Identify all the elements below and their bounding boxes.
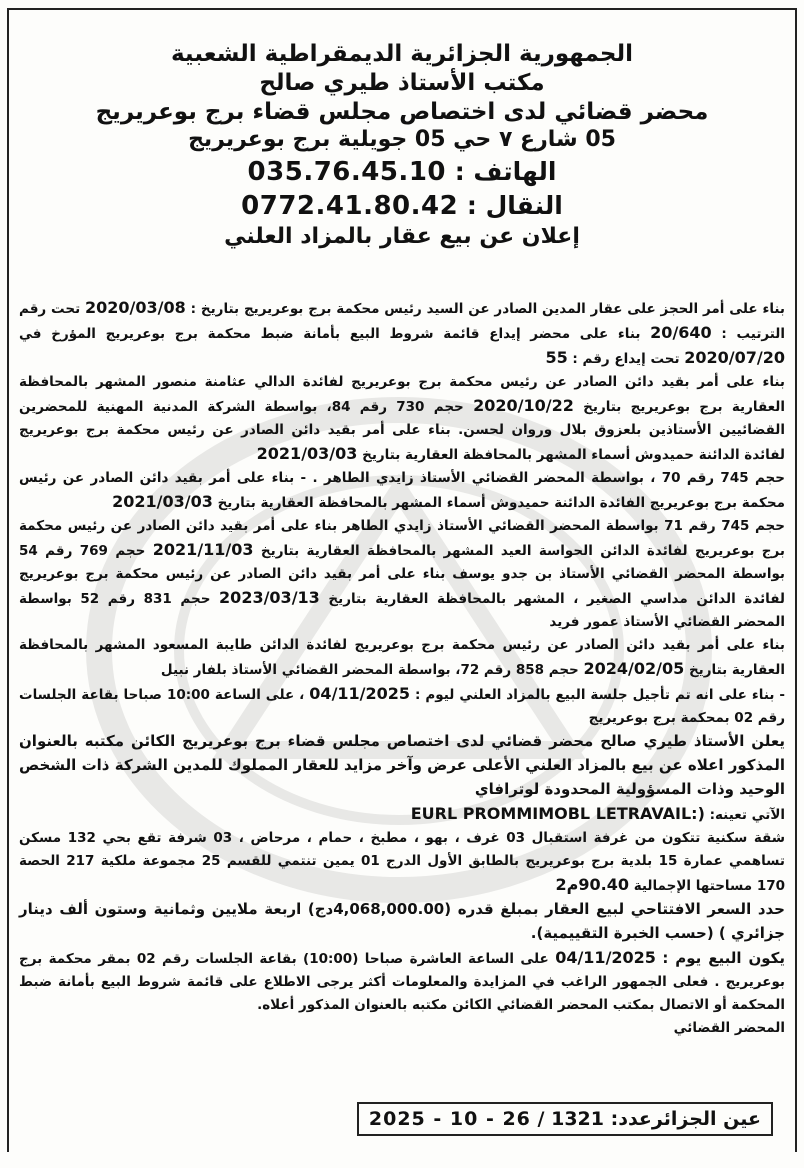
creditor-1-date: 2020/10/22	[473, 396, 574, 415]
footer-number: 1321	[551, 1108, 604, 1130]
text-seizure-order: بناء على أمر الحجز على عقار المدين الصادر عن السيد رئيس محكمة برج بوعريريج بتاريخ :	[190, 301, 785, 317]
phone-line	[9, 156, 795, 189]
text-property-description: شقة سكنية تتكون من غرفة استقبال 03 غرف ، بهو ، مطبخ ، حمام ، مرحاض ، 03 شرفة تقع بحي 132 مسكن تساهمي عمارة 15 بلدية برج بوعريريج بالطابق الأول الدرج 01 يمين تنتمي للقسم 25 مجموعة ملكية 217 الحصة 170 مساحتها الإجمالية	[19, 830, 785, 894]
paragraph-property	[19, 827, 785, 898]
postponed-date: 04/11/2025	[309, 684, 411, 703]
text-announcement: يعلن الأستاذ طيري صالح محضر قضائي لدى اختصاص مجلس قضاء برج بوعريريج الكائن مكتبه بالعنوان المذكور اعلاه عن بيع بالمزاد العلني الأعلى عرض وآخر مزايد للعقار المملوك للمدين الشركة ذات الشخص الوحيد وذات المسؤولية المحدودة لوترافاي	[19, 732, 785, 798]
announcement-body	[19, 296, 785, 1040]
phone-number: 035.76.45.10	[247, 156, 446, 187]
paragraph-price	[19, 898, 785, 946]
mobile-label: النقال :	[466, 191, 563, 221]
creditor-5-date: 2023/03/13	[219, 588, 320, 607]
announcement-title: إعلان عن بيع عقار بالمزاد العلني	[224, 223, 580, 249]
paragraph-property-label	[19, 802, 785, 827]
paragraph-postponement	[19, 682, 785, 730]
text-postponement-time: ، على الساعة 10:00 صباحا بقاعة الجلسات رقم 02 بمحكمة برج بوعريريج	[19, 687, 785, 726]
seizure-date: 2020/03/08	[85, 298, 186, 317]
text-deposit-number-label: تحت إيداع رقم :	[572, 351, 680, 367]
text-creditor-4: حجم 745 رقم 71 بواسطة المحضر القضائي الأستاذ زايدي الطاهر بناء على أمر بقيد دائن الصادر عن رئيس محكمة برج بوعريريج لفائدة الدائن الحواسة العيد المشهر بالمحافظة العقارية بتاريخ	[19, 518, 785, 559]
bailiff-title: محضر قضائي لدى اختصاص مجلس قضاء برج بوعريريج	[95, 98, 709, 125]
text-deposit: بناء على محضر إيداع قائمة شروط البيع بأمانة ضبط محكمة برج بوعريريج المؤرخ في	[19, 326, 641, 342]
text-creditor-2: حجم 730 رقم 84، بواسطة الشركة المدنية المهنية للمحضرين القضائيين الأستاذين بلعزوق بلال وروان لحسن. بناء على أمر بقيد دائن الصادر عن رئيس محكمة برج بوعريريج لفائدة الدائنة حميدوش أسماء المشهر بالمحافظة العقارية بتاريخ	[19, 399, 785, 463]
paragraph-sale-day	[19, 946, 785, 1017]
order-number: 20/640	[650, 323, 712, 342]
text-opening-price: حدد السعر الافتتاحي لبيع العقار بمبلغ قدره (4,068,000.00دج) اربعة ملايين وثمانية وستون ألف دينار جزائري ) (حسب الخبرة التقييمية).	[19, 900, 785, 942]
sale-date: 04/11/2025	[555, 948, 656, 967]
property-area: 90.40م2	[555, 875, 630, 894]
text-property-label: الآتي تعينه:	[709, 807, 785, 823]
publication-footer	[357, 1102, 773, 1136]
text-creditor-5-bailiff: حجم 831 رقم 52 بواسطة المحضر القضائي الأستاذ عمور فريد	[19, 591, 785, 630]
paragraph-announcement	[19, 730, 785, 802]
text-postponement: - بناء على انه تم تأجيل جلسة البيع بالمزاد العلني ليوم :	[415, 687, 785, 703]
text-sale-details: على الساعة العاشرة صباحا (10:00) بقاعة الجلسات رقم 02 بمقر محكمة برج بوعريريج . فعلى الجمهور الراغب في المزايدة والمعلومات أكثر يرجى الاطلاع على قائمة شروط البيع بأمانة ضبط المحكمة أو الاتصال بمكتب المحضر القضائي الكائن مكتبه بالعنوان المذكور أعلاه.	[19, 951, 785, 1013]
paragraph-creditor-6	[19, 634, 785, 682]
signature: المحضر القضائي	[673, 1020, 785, 1036]
mobile-number: 0772.41.80.42	[241, 191, 459, 222]
republic-title: الجمهورية الجزائرية الديمقراطية الشعبية	[170, 41, 634, 67]
deposit-number: 55	[545, 348, 568, 367]
announcement-page	[7, 8, 797, 1152]
creditor-6-date: 2024/02/05	[583, 659, 685, 678]
text-creditor-1: بناء على أمر بقيد دائن الصادر عن رئيس محكمة برج بوعريريج لفائدة الدالي عثامنة منصور المشهر بالمحافظة العقارية برج بوعريريج بتاريخ	[19, 374, 785, 415]
footer-label: عين الجزائرعدد:	[610, 1108, 761, 1130]
paragraph-creditor-1	[19, 371, 785, 467]
mobile-line	[9, 190, 795, 223]
text-order-number-label: تحت رقم الترتيب :	[19, 301, 785, 342]
paragraph-creditor-3	[19, 467, 785, 515]
office-name: مكتب الأستاذ طيري صالح	[259, 69, 545, 96]
company-name: EURL PROMMIMOBL LETRAVAIL:)	[410, 804, 705, 823]
office-address: 05 شارع ٧ حي 05 جويلية برج بوعريريج	[188, 127, 616, 153]
text-creditor-6-bailiff: حجم 858 رقم 72، بواسطة المحضر القضائي الأستاذ بلفار نبيل	[160, 662, 579, 678]
paragraph-creditor-4	[19, 515, 785, 634]
creditor-2-date: 2021/03/03	[256, 444, 358, 463]
footer-separator: /	[537, 1108, 545, 1130]
phone-label: الهاتف :	[454, 156, 557, 186]
letterhead	[9, 10, 795, 250]
text-creditor-6: بناء على أمر بقيد دائن الصادر عن رئيس محكمة برج بوعريريج لفائدة الدائن طايبة المسعود المشهر بالمحافظة العقارية بتاريخ	[19, 637, 785, 678]
text-sale-day-label: يكون البيع يوم :	[662, 949, 786, 967]
footer-date: 2025 - 10 - 26	[368, 1108, 531, 1130]
text-creditor-5: حجم 769 رقم 54 بواسطة المحضر القضائي الأستاذ بن جدو يوسف بناء على أمر بقيد دائن الصادر عن رئيس محكمة برج بوعريريج لفائدة الدائن مداسي الصغير ، المشهر بالمحافظة العقارية بتاريخ	[19, 543, 786, 607]
creditor-4-date: 2021/11/03	[152, 540, 254, 559]
text-creditor-3: حجم 745 رقم 70 ، بواسطة المحضر القضائي الأستاذ زايدي الطاهر . - بناء على أمر بقيد دائن الصادر عن رئيس محكمة برج بوعريريج الفائدة الدائنة حميدوش أسماء المشهر بالمحافظة العقارية بتاريخ	[19, 470, 785, 511]
deposit-date: 2020/07/20	[684, 348, 785, 367]
creditor-3-date: 2021/03/03	[112, 492, 213, 511]
paragraph-seizure	[19, 296, 785, 371]
